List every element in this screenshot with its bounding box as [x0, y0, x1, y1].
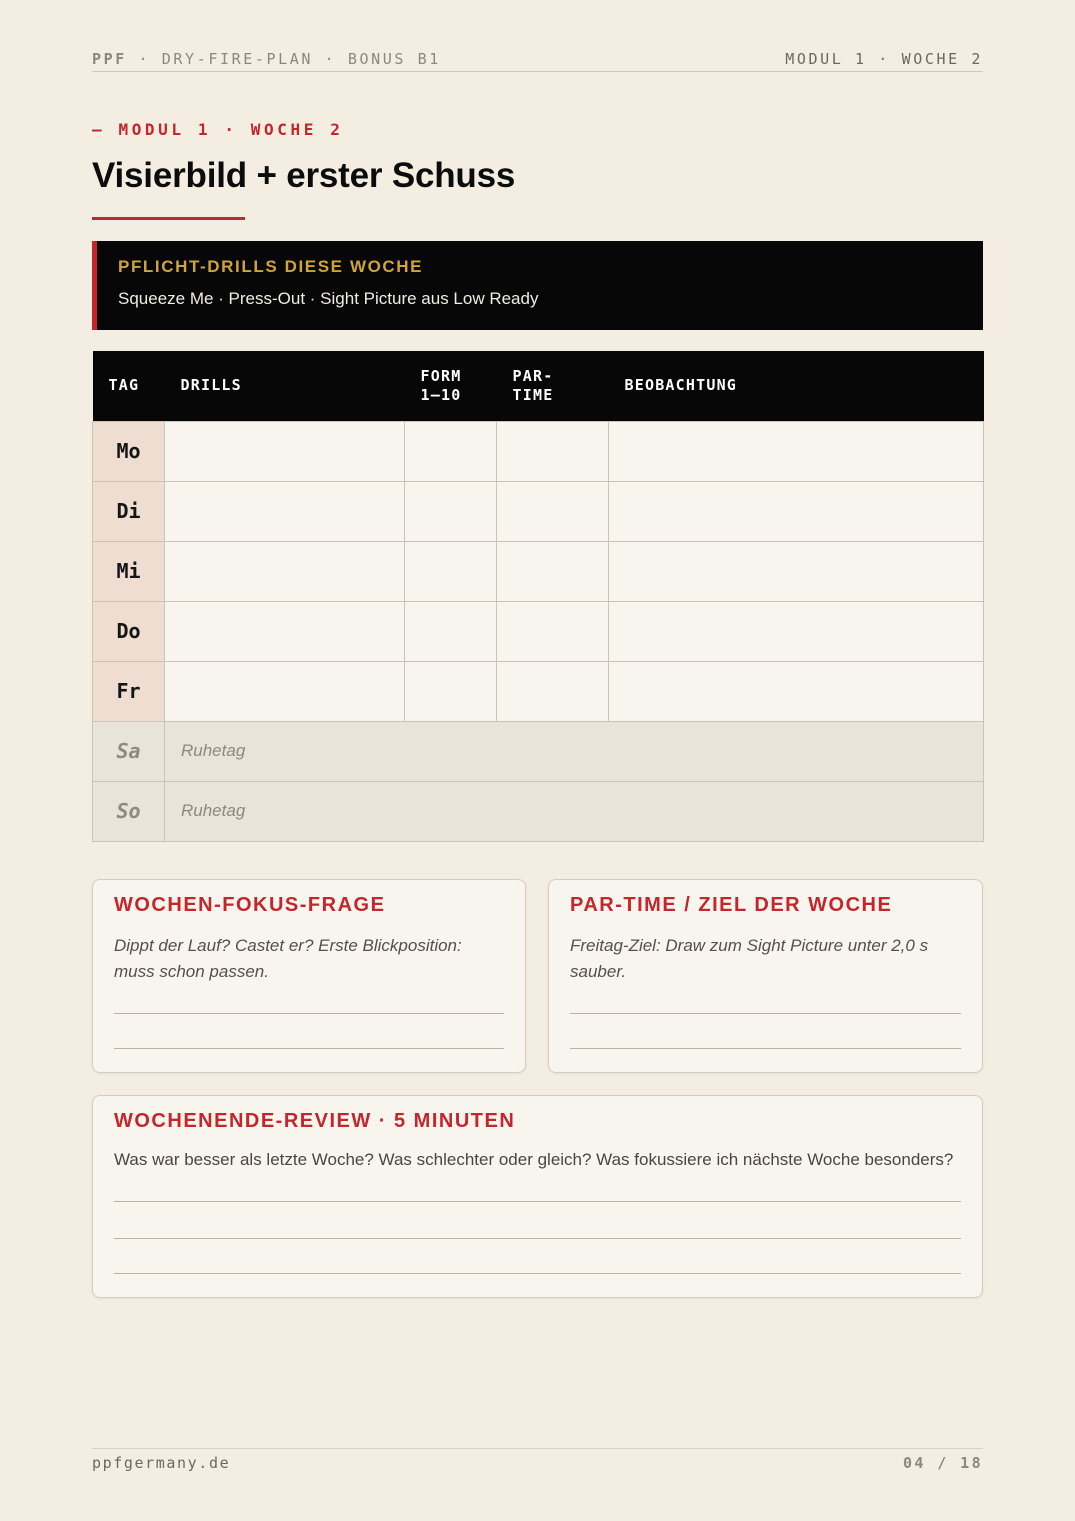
- weekly-focus-text: Dippt der Lauf? Castet er? Erste Blickposition: muss schon passen.: [114, 936, 462, 981]
- form-cell[interactable]: [405, 541, 497, 601]
- rest-day-row: [93, 721, 984, 781]
- form-cell[interactable]: [405, 421, 497, 481]
- column-header-beobachtung: BEOBACHTUNG: [609, 351, 984, 421]
- required-drills-heading: PFLICHT-DRILLS DIESE WOCHE: [118, 257, 424, 276]
- page-header: [92, 50, 983, 72]
- write-line[interactable]: [570, 1013, 961, 1014]
- weekend-review-title: WOCHENENDE-REVIEW · 5 MINUTEN: [114, 1110, 516, 1132]
- column-header-par-time: [497, 351, 609, 421]
- rest-day-row: [93, 781, 984, 841]
- table-header-row: [93, 351, 984, 421]
- drills-cell[interactable]: [165, 601, 405, 661]
- required-drills-text: Squeeze Me · Press-Out · Sight Picture aus Low Ready: [118, 289, 539, 308]
- table-row: [93, 481, 984, 541]
- write-line[interactable]: [114, 1238, 961, 1239]
- drills-cell[interactable]: [165, 661, 405, 721]
- rest-day-label: Ruhetag: [165, 781, 984, 841]
- rest-day-label: Ruhetag: [165, 721, 984, 781]
- day-cell: Mi: [93, 541, 165, 601]
- drills-cell[interactable]: [165, 421, 405, 481]
- column-header-par-line2: TIME: [512, 385, 554, 404]
- par-time-cell[interactable]: [497, 421, 609, 481]
- title-underline: [92, 217, 245, 220]
- header-subtitle: · DRY-FIRE-PLAN · BONUS B1: [126, 50, 441, 68]
- table-row: [93, 421, 984, 481]
- page-number: 04 / 18: [902, 1454, 983, 1472]
- par-time-cell[interactable]: [497, 541, 609, 601]
- page-footer: [92, 1448, 983, 1472]
- column-header-form-line1: FORM: [420, 366, 462, 385]
- column-header-par-line1: PAR-: [512, 366, 554, 385]
- table-row: [93, 541, 984, 601]
- observation-cell[interactable]: [609, 601, 984, 661]
- table-row: [93, 661, 984, 721]
- write-line[interactable]: [114, 1048, 504, 1049]
- write-line[interactable]: [114, 1013, 504, 1014]
- form-cell[interactable]: [405, 601, 497, 661]
- table-row: [93, 601, 984, 661]
- form-cell[interactable]: [405, 481, 497, 541]
- write-line[interactable]: [114, 1201, 961, 1202]
- day-cell: Di: [93, 481, 165, 541]
- header-section: MODUL 1 · WOCHE 2: [785, 50, 983, 68]
- header-brand: PPF: [92, 50, 127, 68]
- observation-cell[interactable]: [609, 661, 984, 721]
- weekly-plan-table: [92, 351, 984, 842]
- column-header-tag: TAG: [93, 351, 165, 421]
- section-kicker: — MODUL 1 · WOCHE 2: [92, 120, 344, 139]
- form-cell[interactable]: [405, 661, 497, 721]
- page-title: Visierbild + erster Schuss: [92, 156, 516, 195]
- required-drills-box: [92, 241, 983, 330]
- par-time-goal-text: Freitag-Ziel: Draw zum Sight Picture unter 2,0 s sauber.: [570, 936, 929, 981]
- footer-website: ppfgermany.de: [92, 1454, 231, 1472]
- drills-cell[interactable]: [165, 481, 405, 541]
- drills-cell[interactable]: [165, 541, 405, 601]
- day-cell: So: [93, 781, 165, 841]
- par-time-goal-title: PAR-TIME / ZIEL DER WOCHE: [570, 894, 893, 916]
- weekly-focus-card: [92, 879, 526, 1073]
- column-header-drills: DRILLS: [165, 351, 405, 421]
- weekend-review-text: Was war besser als letzte Woche? Was schlechter oder gleich? Was fokussiere ich nächste Woche besonders?: [114, 1150, 954, 1169]
- day-cell: Do: [93, 601, 165, 661]
- observation-cell[interactable]: [609, 541, 984, 601]
- write-line[interactable]: [114, 1273, 961, 1274]
- write-line[interactable]: [570, 1048, 961, 1049]
- par-time-cell[interactable]: [497, 481, 609, 541]
- day-cell: Fr: [93, 661, 165, 721]
- column-header-form-line2: 1–10: [420, 385, 462, 404]
- par-time-cell[interactable]: [497, 661, 609, 721]
- observation-cell[interactable]: [609, 421, 984, 481]
- par-time-cell[interactable]: [497, 601, 609, 661]
- weekly-focus-title: WOCHEN-FOKUS-FRAGE: [114, 894, 386, 916]
- column-header-form: [405, 351, 497, 421]
- day-cell: Mo: [93, 421, 165, 481]
- weekend-review-card: [92, 1095, 983, 1298]
- observation-cell[interactable]: [609, 481, 984, 541]
- header-left: [92, 50, 441, 68]
- day-cell: Sa: [93, 721, 165, 781]
- par-time-goal-card: [548, 879, 983, 1073]
